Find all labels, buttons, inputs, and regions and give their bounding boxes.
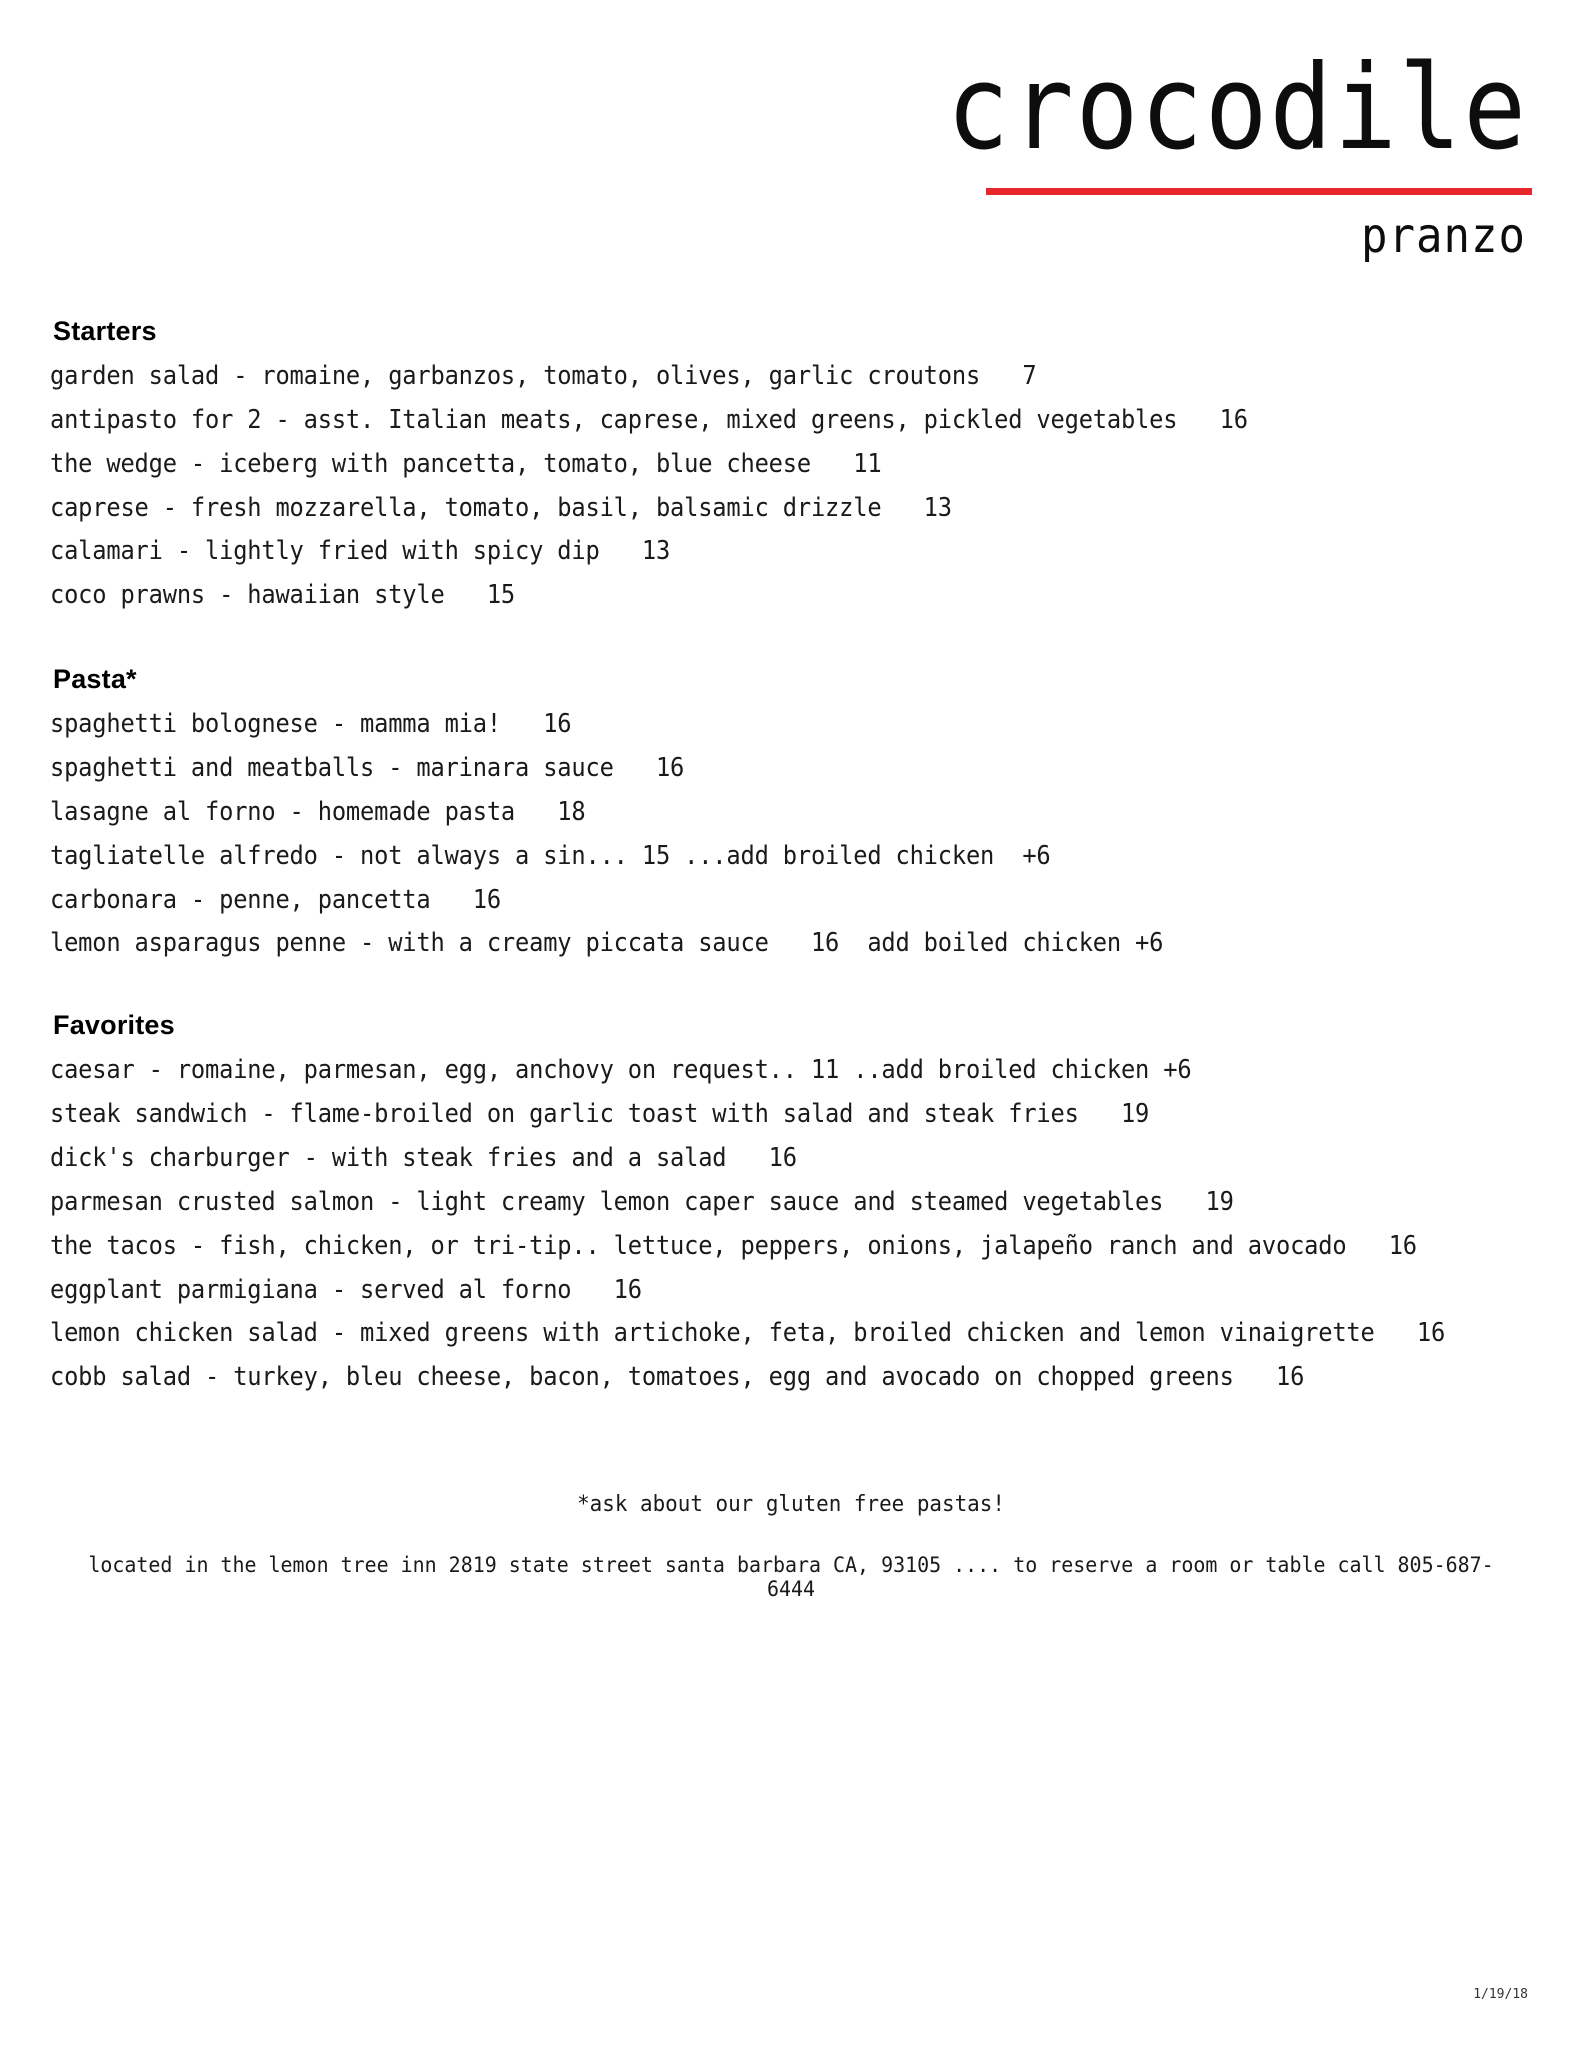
revision-date: 1/19/18 (1473, 1987, 1528, 2002)
menu-item: tagliatelle alfredo - not always a sin... 15 ...add broiled chicken +6 (50, 840, 1051, 871)
brand-underline-rule (986, 188, 1532, 195)
menu-subtitle: pranzo (1361, 207, 1526, 264)
menu-item: parmesan crusted salmon - light creamy lemon caper sauce and steamed vegetables 19 (50, 1186, 1234, 1217)
menu-item: caprese - fresh mozzarella, tomato, basil, balsamic drizzle 13 (50, 492, 952, 523)
menu-header (50, 0, 1532, 264)
section-title-pasta: Pasta* (53, 664, 137, 695)
menu-item: carbonara - penne, pancetta 16 (50, 884, 501, 915)
menu-item: lemon chicken salad - mixed greens with artichoke, feta, broiled chicken and lemon vinaigrette 16 (50, 1318, 1446, 1349)
restaurant-name: crocodile (946, 39, 1528, 177)
menu-section-favorites (50, 1010, 1532, 1400)
menu-footer (50, 1492, 1532, 1601)
menu-item: lemon asparagus penne - with a creamy piccata sauce 16 add boiled chicken +6 (50, 928, 1164, 959)
menu-item: dick's charburger - with steak fries and a salad 16 (50, 1143, 797, 1174)
menu-item: calamari - lightly fried with spicy dip 13 (50, 536, 671, 567)
menu-item: steak sandwich - flame-broiled on garlic toast with salad and steak fries 19 (50, 1099, 1150, 1130)
section-title-favorites: Favorites (53, 1010, 175, 1041)
menu-item: caesar - romaine, parmesan, egg, anchovy on request.. 11 ..add broiled chicken +6 (50, 1055, 1192, 1086)
menu-item: coco prawns - hawaiian style 15 (50, 580, 516, 611)
menu-item: garden salad - romaine, garbanzos, tomato, olives, garlic croutons 7 (50, 361, 1037, 391)
section-title-starters: Starters (53, 316, 157, 346)
menu-item: eggplant parmigiana - served al forno 16 (50, 1274, 642, 1305)
menu-item: cobb salad - turkey, bleu cheese, bacon, tomatoes, egg and avocado on chopped greens 16 (50, 1362, 1305, 1393)
menu-item: the tacos - fish, chicken, or tri-tip.. lettuce, peppers, onions, jalapeño ranch and avocado 16 (50, 1230, 1417, 1261)
menu-section-pasta (50, 664, 1532, 966)
menu-item: spaghetti and meatballs - marinara sauce 16 (50, 753, 685, 784)
menu-sections (50, 316, 1532, 1400)
menu-item: the wedge - iceberg with pancetta, tomato, blue cheese 11 (50, 448, 882, 479)
gluten-free-note: *ask about our gluten free pastas! (577, 1492, 1005, 1518)
menu-section-starters (50, 316, 1532, 618)
location-and-phone: located in the lemon tree inn 2819 state street santa barbara CA, 93105 .... to reserve a room or table call 805-687-6444 (88, 1553, 1494, 1602)
menu-item: antipasto for 2 - asst. Italian meats, caprese, mixed greens, pickled vegetables 16 (50, 404, 1248, 435)
menu-item: lasagne al forno - homemade pasta 18 (50, 796, 586, 827)
menu-item: spaghetti bolognese - mamma mia! 16 (50, 709, 572, 740)
